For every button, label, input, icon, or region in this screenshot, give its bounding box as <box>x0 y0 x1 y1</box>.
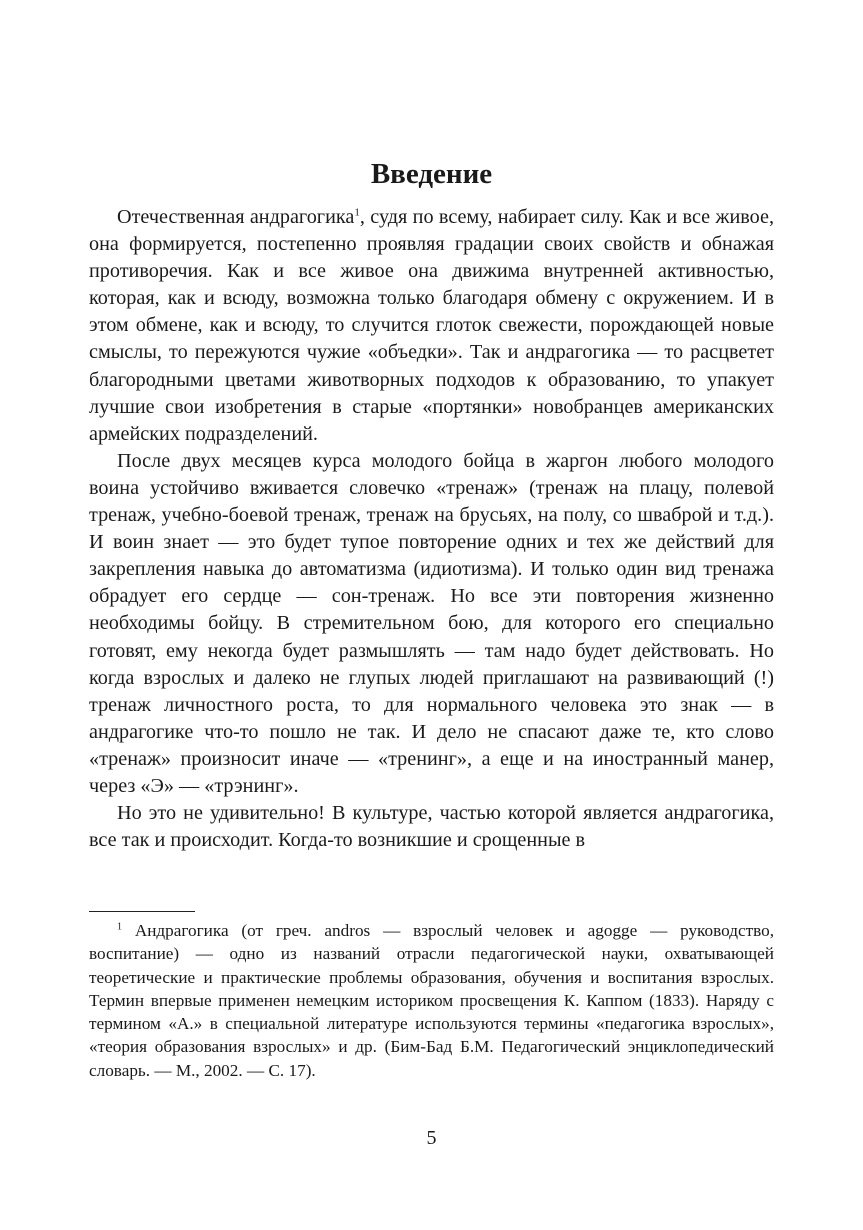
page-content <box>89 152 774 854</box>
footnote-reference: 1 <box>354 206 360 219</box>
footnote-separator <box>89 911 195 912</box>
footnote-mark: 1 <box>117 921 122 933</box>
footnote-text: Андрагогика (от греч. andros — взрослый человек и agogge — руководство, воспитание) — одно из названий отрасли педагогической науки, охватывающей теоретические и практические проблемы образования, обучения и воспитания взрослых. Термин впервые применен немецким историком просвещения К. Каппом (1833). Наряду с термином «А.» в специальной литературе используются термины «педагогика взрослых», «теория образования взрослых» и др. (Бим-Бад Б.М. Педагогический энциклопедический словарь. — М., 2002. — С. 17). <box>89 921 774 1080</box>
body-text <box>89 204 774 854</box>
page-number: 5 <box>426 1127 437 1149</box>
paragraph-1-start: Отечественная андрагогика <box>117 206 355 228</box>
paragraph-3: Но это не удивительно! В культуре, частью которой является андрагогика, все так и происходит. Когда-то возникшие и срощенные в <box>89 802 774 852</box>
page-title: Введение <box>370 158 493 190</box>
paragraph-2: После двух месяцев курса молодого бойца в жаргон любого молодого воина устойчиво вживается словечко «тренаж» (тренаж на плацу, полевой тренаж, учебно-боевой тренаж, тренаж на брусьях, на полу, со шваброй и т.д.). И воин знает — это будет тупое повторение одних и тех же действий для закрепления навыка до автоматизма (идиотизма). И только один вид тренажа обрадует его сердце — сон-тренаж. Но все эти повторения жизненно необходимы бойцу. В стремительном бою, для которого его специально готовят, ему некогда будет размышлять — там надо будет действовать. Но когда взрослых и далеко не глупых людей приглашают на развивающий (!) тренаж личностного роста, то для нормального человека это знак — в андрагогике что-то пошло не так. И дело не спасают даже те, кто слово «тренаж» произносит иначе — «тренинг», а еще и на иностранный манер, через «Э» — «трэнинг». <box>89 449 774 797</box>
paragraph-1-rest: , судя по всему, набирает силу. Как и все живое, она формируется, постепенно проявляя градации своих свойств и обнажая противоречия. Как и все живое она движима внутренней активностью, которая, как и всюду, возможна только благодаря обмену с окружением. И в этом обмене, как и всюду, то случится глоток свежести, порождающей новые смыслы, то пережуются чужие «объедки». Так и андрагогика — то расцветет благородными цветами животворных подходов к образованию, то упакует лучшие свои изобретения в старые «портянки» новобранцев американских армейских подразделений. <box>89 206 774 445</box>
footnote <box>89 919 774 1082</box>
paragraph-1 <box>89 204 774 448</box>
